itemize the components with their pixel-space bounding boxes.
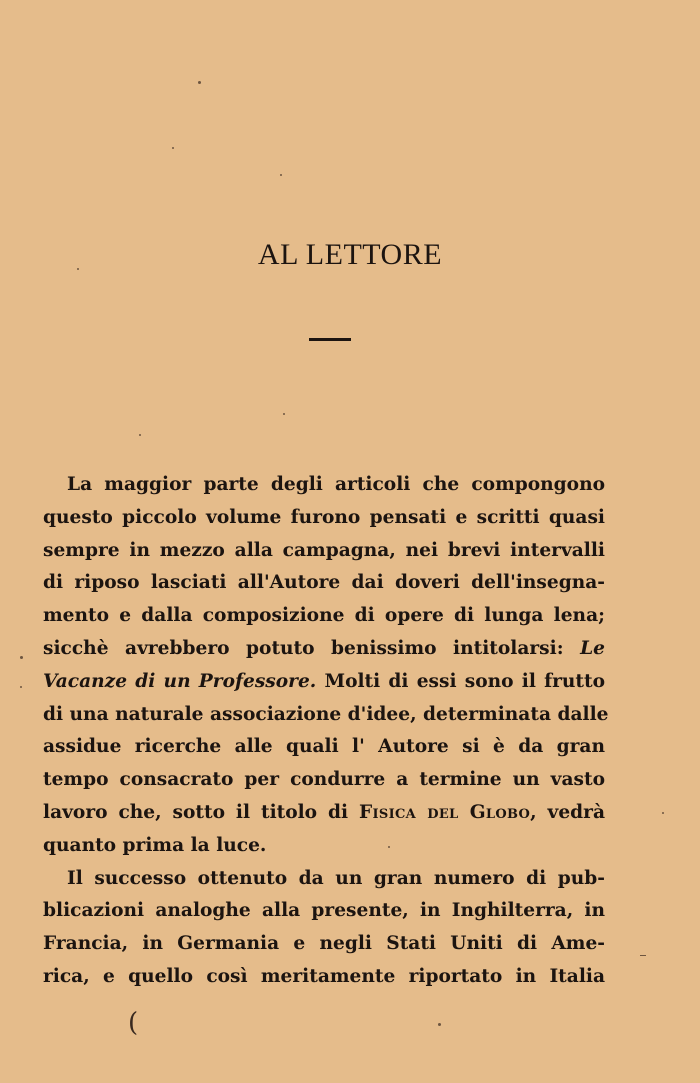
title-rule xyxy=(309,338,351,341)
print-speck xyxy=(198,81,201,84)
print-speck xyxy=(280,174,282,176)
text-line xyxy=(43,666,605,699)
italic-title-part: Le xyxy=(580,637,605,659)
print-speck xyxy=(139,434,141,436)
text-line: di una naturale associazione d'idee, determinata dalle xyxy=(43,703,609,725)
text-line: mento e dalla composizione di opere di lunga lena; xyxy=(43,605,605,627)
text-span: , vedrà xyxy=(530,801,605,823)
print-speck xyxy=(283,413,285,415)
print-speck xyxy=(20,686,22,688)
body-text xyxy=(43,469,609,994)
text-line: rica, e quello così meritamente riportato in Italia xyxy=(43,965,605,987)
text-line: assidue ricerche alle quali l' Autore si è da gran xyxy=(43,736,605,758)
text-span: Molti di essi sono il frutto xyxy=(316,670,605,692)
text-line: di riposo lasciati all'Autore dai doveri dell'insegna- xyxy=(43,572,605,594)
text-line: blicazioni analoghe alla presente, in Inghilterra, in xyxy=(43,900,605,922)
page-title: AL LETTORE xyxy=(257,238,443,271)
text-line: Il successo ottenuto da un gran numero di pub- xyxy=(67,867,605,889)
print-speck xyxy=(172,147,174,149)
text-line xyxy=(43,633,605,666)
text-span: lavoro che, sotto il titolo di xyxy=(43,801,360,823)
margin-mark: ( xyxy=(128,1008,139,1038)
print-speck xyxy=(388,846,390,848)
text-line: questo piccolo volume furono pensati e scritti quasi xyxy=(43,506,605,528)
text-line: Francia, in Germania e negli Stati Uniti di Ame- xyxy=(43,933,605,955)
small-caps-title: Fisica del Globo xyxy=(359,801,531,823)
text-line: sempre in mezzo alla campagna, nei brevi intervalli xyxy=(43,539,605,561)
print-speck xyxy=(20,656,23,659)
print-speck xyxy=(662,812,664,814)
text-line: La maggior parte degli articoli che compongono xyxy=(67,474,605,495)
text-line xyxy=(43,797,605,830)
text-line: quanto prima la luce. xyxy=(43,834,267,856)
text-line: tempo consacrato per condurre a termine un vasto xyxy=(43,769,605,791)
text-span: sicchè avrebbero potuto benissimo intitolarsi: xyxy=(43,637,581,659)
print-speck xyxy=(438,1023,441,1026)
print-speck xyxy=(77,268,79,270)
italic-title-part: Vacanze di un Professore. xyxy=(43,670,317,692)
print-speck xyxy=(640,955,646,956)
